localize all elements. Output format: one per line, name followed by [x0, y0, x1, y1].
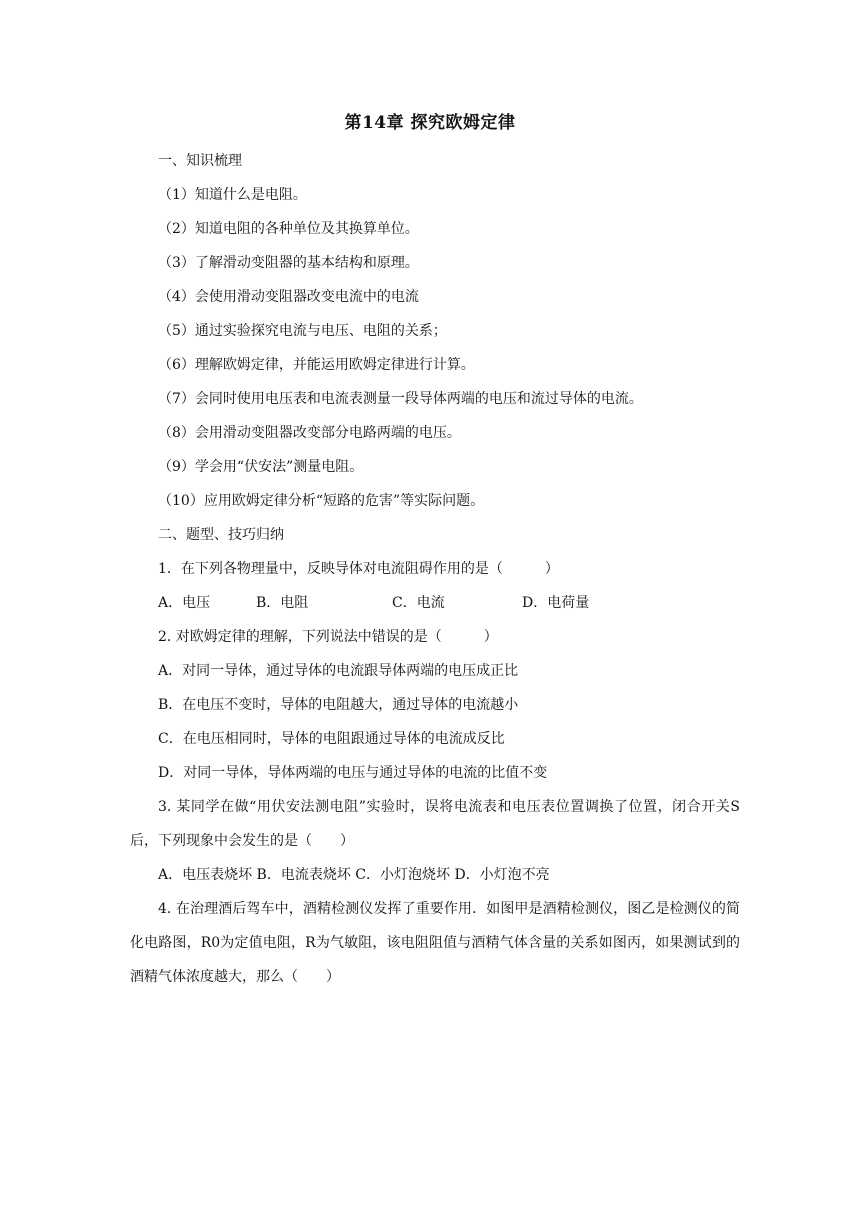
question-2-stem: 2. 对欧姆定律的理解，下列说法中错误的是（ ）: [158, 629, 498, 645]
knowledge-item: （7）会同时使用电压表和电流表测量一段导体两端的电压和流过导体的电流。: [158, 391, 643, 407]
question-2-option-c: C．在电压相同时，导体的电阻跟通过导体的电流成反比: [158, 731, 505, 747]
question-2-option-b: B．在电压不变时，导体的电阻越大，通过导体的电流越小: [158, 697, 519, 713]
knowledge-item: （8）会用滑动变阻器改变部分电路两端的电压。: [158, 425, 461, 441]
question-2-option-d: D．对同一导体，导体两端的电压与通过导体的电流的比值不变: [158, 765, 548, 781]
question-1-option-c: C．电流: [392, 595, 445, 611]
question-1-option-d: D．电荷量: [522, 595, 590, 611]
knowledge-item: （4）会使用滑动变阻器改变电流中的电流: [158, 289, 419, 305]
knowledge-item: （5）通过实验探究电流与电压、电阻的关系；: [158, 323, 447, 339]
document-body: [130, 144, 740, 994]
knowledge-item: （2）知道电阻的各种单位及其换算单位。: [158, 221, 419, 237]
question-3-options: A．电压表烧坏 B．电流表烧坏 C．小灯泡烧坏 D．小灯泡不亮: [158, 867, 550, 883]
question-1-options: [130, 586, 740, 620]
knowledge-item: （1）知道什么是电阻。: [158, 187, 307, 203]
section-heading-knowledge: 一、知识梳理: [158, 153, 242, 169]
knowledge-item: （9）学会用“伏安法”测量电阻。: [158, 459, 364, 475]
knowledge-item: （3）了解滑动变阻器的基本结构和原理。: [158, 255, 419, 271]
question-1-option-a: A．电压: [158, 595, 211, 611]
question-3-stem: 3. 某同学在做“用伏安法测电阻”实验时，误将电流表和电压表位置调换了位置，闭合开关S后，下列现象中会发生的是（ ）: [130, 799, 740, 849]
question-1-option-b: B．电阻: [256, 595, 309, 611]
question-4-stem: 4. 在治理酒后驾车中，酒精检测仪发挥了重要作用．如图甲是酒精检测仪，图乙是检测仪的简化电路图，R0为定值电阻，R为气敏阻，该电阻阻值与酒精气体含量的关系如图丙，如果测试到的酒精气体浓度越大，那么（ ）: [130, 901, 740, 985]
section-heading-questions: 二、题型、技巧归纳: [158, 527, 284, 543]
question-1-stem: 1．在下列各物理量中，反映导体对电流阻碍作用的是（ ）: [158, 561, 559, 577]
knowledge-item: （6）理解欧姆定律，并能运用欧姆定律进行计算。: [158, 357, 475, 373]
page-title: 第14章 探究欧姆定律: [344, 113, 516, 133]
question-2-option-a: A．对同一导体，通过导体的电流跟导体两端的电压成正比: [158, 663, 519, 679]
knowledge-item: （10）应用欧姆定律分析“短路的危害”等实际问题。: [158, 493, 485, 509]
